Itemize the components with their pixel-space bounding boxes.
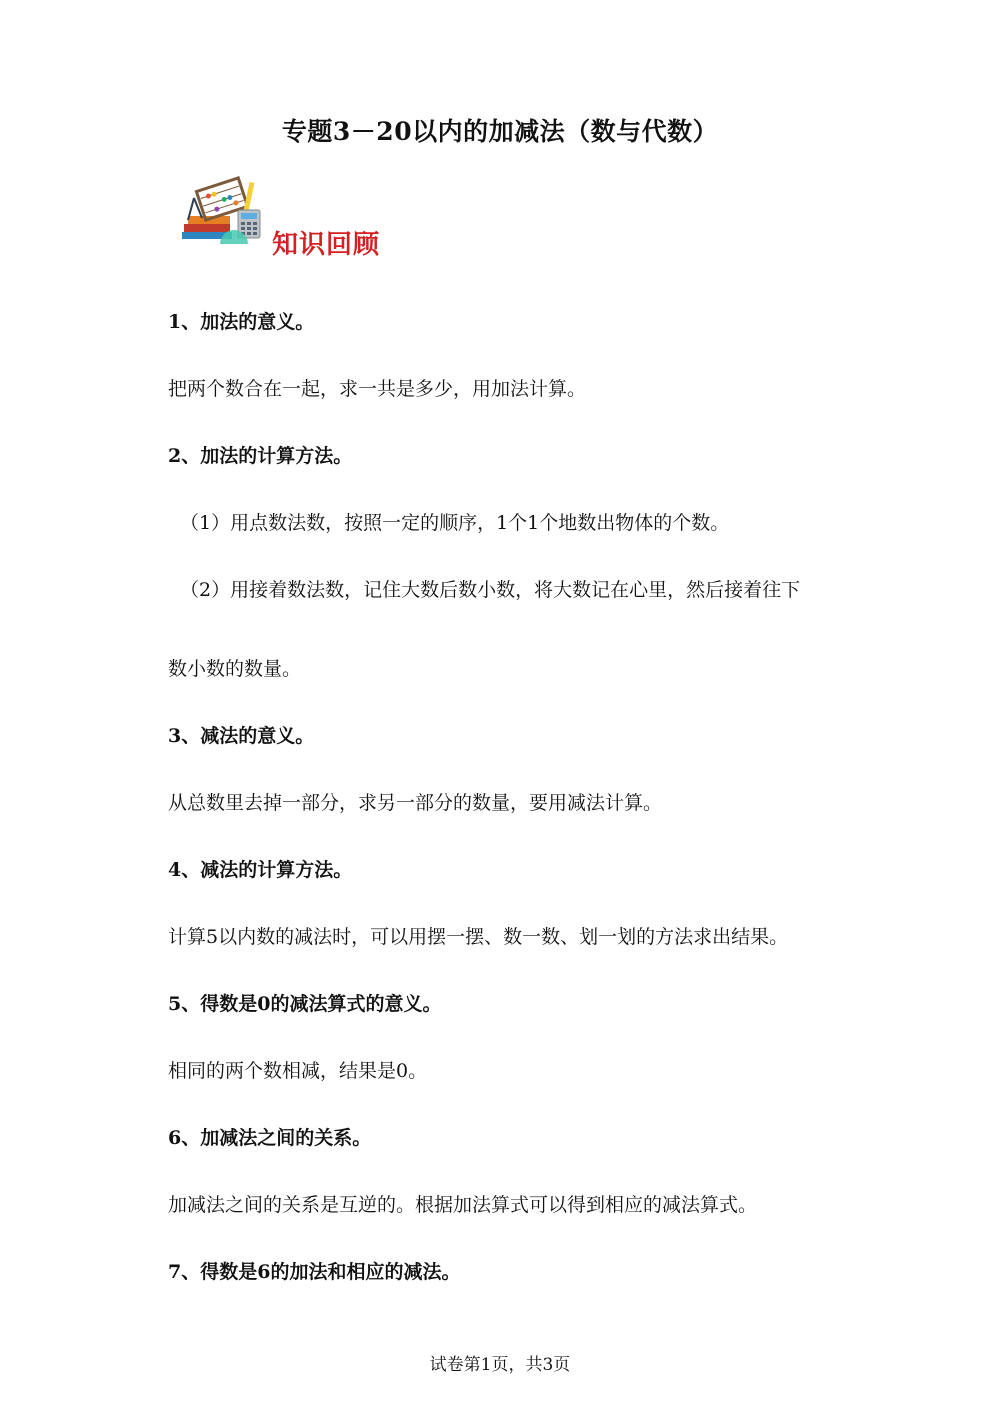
paragraph-addition-meaning: 把两个数合在一起，求一共是多少，用加法计算。 [168,378,587,400]
paragraph-subtraction-method: 计算5以内数的减法时，可以用摆一摆、数一数、划一划的方法求出结果。 [168,926,789,948]
page-title: 专题3－20以内的加减法（数与代数） [281,117,719,146]
section-heading-addition-meaning: 1、加法的意义。 [168,311,315,333]
knowledge-review-banner [180,176,410,262]
paragraph-subtraction-meaning: 从总数里去掉一部分，求另一部分的数量，要用减法计算。 [168,792,663,814]
paragraph-relationship: 加减法之间的关系是互逆的。根据加法算式可以得到相应的减法算式。 [168,1194,758,1216]
section-heading-sum-six: 7、得数是6的加法和相应的减法。 [168,1261,461,1283]
paragraph-addition-method-1: （1）用点数法数，按照一定的顺序，1个1个地数出物体的个数。 [180,512,730,534]
section-heading-subtraction-method: 4、减法的计算方法。 [168,859,353,881]
knowledge-review-label: 知识回顾 [272,230,381,260]
section-heading-relationship: 6、加减法之间的关系。 [168,1127,372,1149]
paragraph-addition-method-2: （2）用接着数法数，记住大数后数小数，将大数记在心里，然后接着往下 [180,579,801,601]
paragraph-zero-result: 相同的两个数相减，结果是0。 [168,1060,428,1082]
section-heading-subtraction-meaning: 3、减法的意义。 [168,725,315,747]
section-heading-addition-method: 2、加法的计算方法。 [168,445,353,467]
paragraph-addition-method-2-cont: 数小数的数量。 [168,658,302,680]
section-heading-zero-result: 5、得数是0的减法算式的意义。 [168,993,442,1015]
page-footer: 试卷第1页，共3页 [429,1355,571,1375]
stationery-abacus-calculator-icon [180,176,270,248]
